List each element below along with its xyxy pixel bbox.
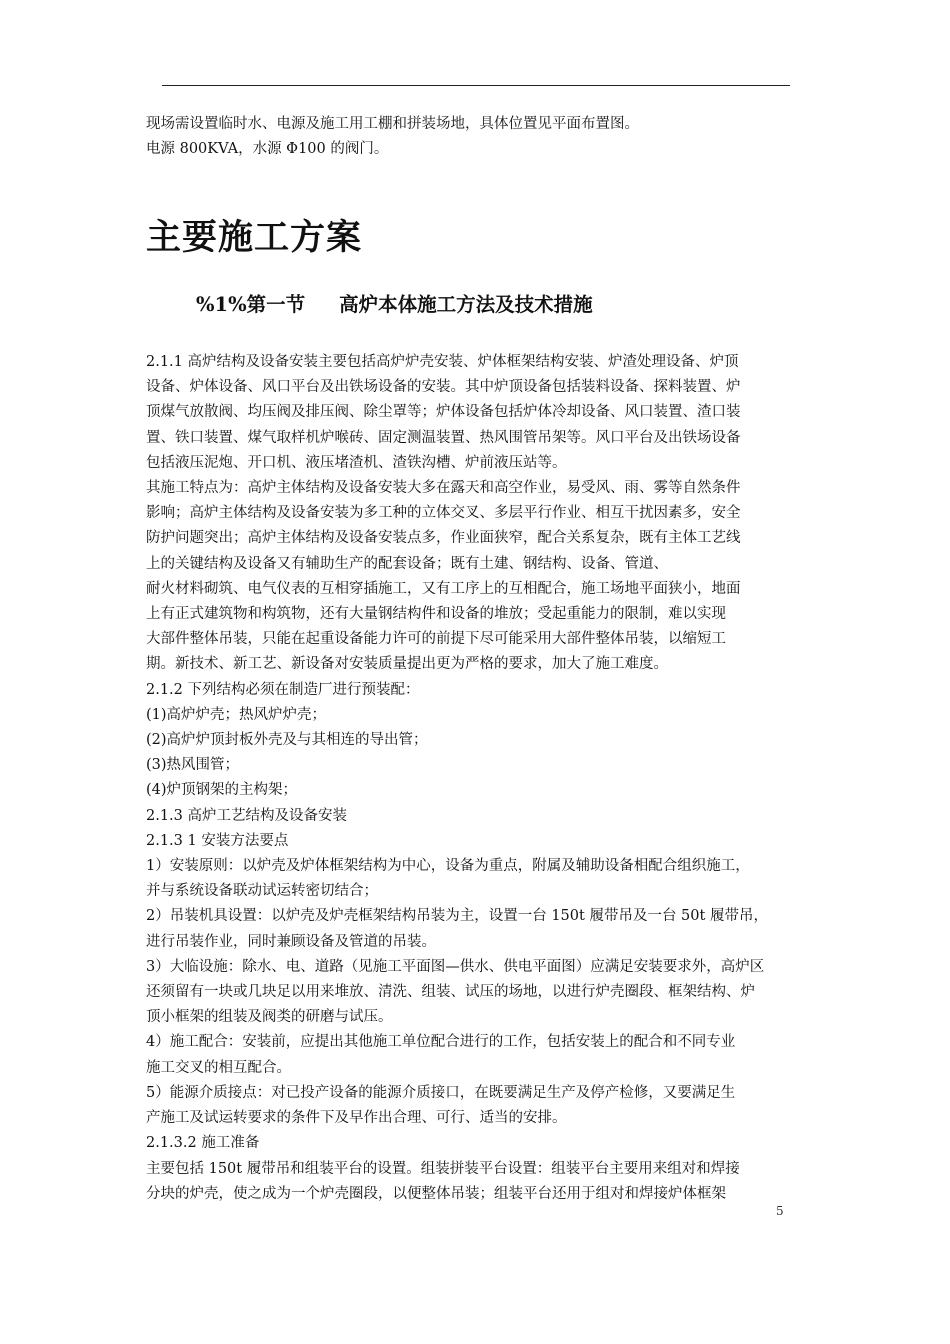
header-rule bbox=[162, 85, 790, 86]
body-line: 1）安装原则：以炉壳及炉体框架结构为中心，设备为重点，附属及辅助设备相配合组织施工， bbox=[146, 858, 750, 875]
body-line: 5）能源介质接点：对已投产设备的能源介质接口，在既要满足生产及停产检修，又要满足生 bbox=[146, 1084, 736, 1101]
page-number: 5 bbox=[776, 1204, 784, 1218]
body-line: (2)高炉炉顶封板外壳及与其相连的导出管； bbox=[146, 732, 428, 749]
body-line: 包括液压泥炮、开口机、液压堵渣机、渣铁沟槽、炉前液压站等。 bbox=[146, 454, 567, 471]
body-text bbox=[146, 350, 814, 1207]
body-line: 上的关键结构及设备又有辅助生产的配套设备；既有土建、钢结构、设备、管道、 bbox=[146, 555, 668, 572]
section-heading bbox=[196, 289, 593, 317]
body-line: 2.1.3.2 施工准备 bbox=[146, 1135, 260, 1152]
body-line: 3）大临设施：除水、电、道路（见施工平面图—供水、供电平面图）应满足安装要求外，高炉区 bbox=[146, 958, 765, 975]
body-line: (1)高炉炉壳；热风炉炉壳； bbox=[146, 706, 327, 723]
intro-block bbox=[146, 112, 816, 162]
body-line: 产施工及试运转要求的条件下及早作出合理、可行、适当的安排。 bbox=[146, 1110, 567, 1127]
body-line: 施工交叉的相互配合。 bbox=[146, 1059, 291, 1076]
body-line: 上有正式建筑物和构筑物，还有大量钢结构件和设备的堆放；受起重能力的限制，难以实现 bbox=[146, 606, 726, 623]
body-line: 大部件整体吊装，只能在起重设备能力许可的前提下尽可能采用大部件整体吊装，以缩短工 bbox=[146, 631, 726, 648]
body-line: 顶小框架的组装及阀类的研磨与试压。 bbox=[146, 1009, 393, 1026]
body-line: (3)热风围管； bbox=[146, 757, 240, 774]
body-line: 并与系统设备联动试运转密切结合； bbox=[146, 883, 378, 900]
body-line: 2.1.3 高炉工艺结构及设备安装 bbox=[146, 807, 348, 824]
body-line: 置、铁口装置、煤气取样机炉喉砖、固定测温装置、热风围管吊架等。风口平台及出铁场设备 bbox=[146, 429, 741, 446]
intro-line: 电源 800KVA，水源 Φ100 的阀门。 bbox=[146, 141, 389, 157]
body-line: 还须留有一块或几块足以用来堆放、清洗、组装、试压的场地，以进行炉壳圈段、框架结构、炉 bbox=[146, 984, 755, 1001]
body-line: 设备、炉体设备、风口平台及出铁场设备的安装。其中炉顶设备包括装料设备、探料装置、炉 bbox=[146, 379, 741, 396]
body-line: 2.1.1 高炉结构及设备安装主要包括高炉炉壳安装、炉体框架结构安装、炉渣处理设备、炉顶 bbox=[146, 354, 739, 370]
body-line: 其施工特点为：高炉主体结构及设备安装大多在露天和高空作业，易受风、雨、雾等自然条件 bbox=[146, 480, 741, 497]
body-line: 2）吊装机具设置：以炉壳及炉壳框架结构吊装为主，设置一台 150t 履带吊及一台 50t 履带吊， bbox=[146, 908, 768, 925]
body-line: 进行吊装作业，同时兼顾设备及管道的吊装。 bbox=[146, 933, 436, 950]
body-line: 2.1.3 1 安装方法要点 bbox=[146, 832, 289, 849]
body-line: 分块的炉壳，使之成为一个炉壳圈段，以便整体吊装；组装平台还用于组对和焊接炉体框架 bbox=[146, 1185, 726, 1202]
body-line: 耐火材料砌筑、电气仪表的互相穿插施工，又有工序上的互相配合，施工场地平面狭小，地面 bbox=[146, 580, 741, 597]
section-number: %1%第一节 bbox=[196, 293, 306, 316]
body-line: 影响；高炉主体结构及设备安装为多工种的立体交叉、多层平行作业、相互干扰因素多，安全 bbox=[146, 505, 741, 522]
body-line: 期。新技术、新工艺、新设备对安装质量提出更为严格的要求，加大了施工难度。 bbox=[146, 656, 668, 673]
body-line: (4)炉顶钢架的主构架； bbox=[146, 782, 298, 799]
chapter-title: 主要施工方案 bbox=[146, 217, 363, 258]
section-title: 高炉本体施工方法及技术措施 bbox=[339, 293, 593, 316]
body-line: 4）施工配合：安装前，应提出其他施工单位配合进行的工作，包括安装上的配合和不同专业 bbox=[146, 1034, 736, 1051]
body-line: 2.1.2 下列结构必须在制造厂进行预装配： bbox=[146, 681, 420, 698]
intro-line: 现场需设置临时水、电源及施工用工棚和拼装场地，具体位置见平面布置图。 bbox=[146, 116, 639, 132]
body-line: 防护问题突出；高炉主体结构及设备安装点多，作业面狭窄，配合关系复杂，既有主体工艺线 bbox=[146, 530, 741, 547]
body-line: 顶煤气放散阀、均压阀及排压阀、除尘罩等；炉体设备包括炉体冷却设备、风口装置、渣口装 bbox=[146, 404, 741, 421]
body-line: 主要包括 150t 履带吊和组装平台的设置。组装拼装平台设置：组装平台主要用来组对和焊接 bbox=[146, 1160, 740, 1177]
